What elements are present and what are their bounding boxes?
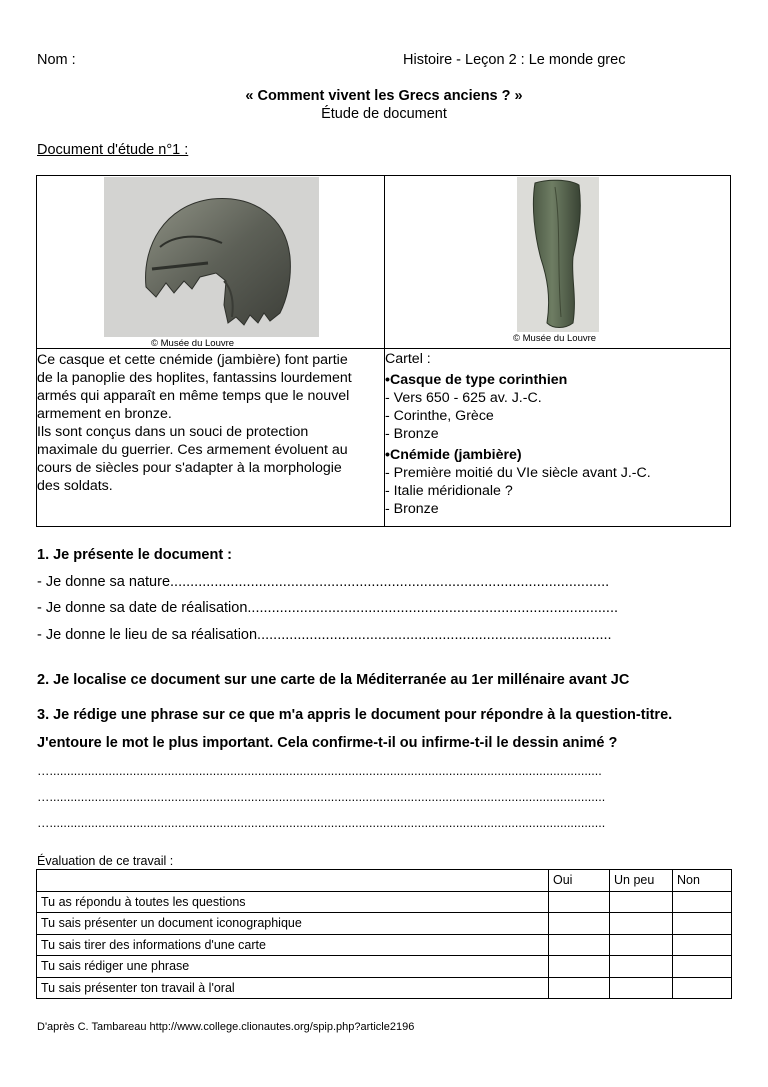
document-table <box>36 175 731 527</box>
table-row <box>37 870 732 892</box>
criterion-label: Tu sais tirer des informations d'une carte <box>37 934 549 956</box>
criterion-label: Tu sais rédiger une phrase <box>37 956 549 978</box>
criterion-label: Tu as répondu à toutes les questions <box>37 891 549 913</box>
document-description <box>37 351 383 495</box>
table-row <box>37 956 732 978</box>
cartel <box>385 350 731 518</box>
criterion-label: Tu sais présenter un document iconographique <box>37 913 549 935</box>
column-header-oui: Oui <box>549 870 610 892</box>
question-3-subtitle: J'entoure le mot le plus important. Cela confirme-t-il ou infirme-t-il le dessin animé ? <box>37 735 618 751</box>
page-title: « Comment vivent les Grecs anciens ? » <box>245 88 523 104</box>
cartel-item-detail: - Italie méridionale ? <box>385 483 513 499</box>
description-line: maximale du guerrier. Ces armement évoluent au <box>37 442 348 458</box>
cartel-item-detail: - Vers 650 - 625 av. J.-C. <box>385 390 542 406</box>
page-subtitle: Étude de document <box>321 106 447 122</box>
check-cell[interactable] <box>673 913 732 935</box>
greave-image <box>517 177 599 332</box>
cartel-item-title: •Cnémide (jambière) <box>385 447 522 463</box>
answer-line[interactable]: …............................................................................................................................................................... <box>37 764 602 778</box>
check-cell[interactable] <box>673 977 732 999</box>
question-1-place: - Je donne le lieu de sa réalisation........................................................................................ <box>37 627 612 643</box>
table-row <box>37 891 732 913</box>
lesson-title: Histoire - Leçon 2 : Le monde grec <box>403 52 626 68</box>
check-cell[interactable] <box>610 891 673 913</box>
cartel-label: Cartel : <box>385 351 431 367</box>
table-header-empty <box>37 870 549 892</box>
table-row <box>37 934 732 956</box>
check-cell[interactable] <box>673 891 732 913</box>
check-cell[interactable] <box>610 913 673 935</box>
criterion-label: Tu sais présenter ton travail à l'oral <box>37 977 549 999</box>
description-line: Ils sont conçus dans un souci de protection <box>37 424 309 440</box>
question-1-title: 1. Je présente le document : <box>37 547 233 563</box>
description-line: des soldats. <box>37 478 113 494</box>
evaluation-label: Évaluation de ce travail : <box>37 854 174 868</box>
cartel-item-detail: - Bronze <box>385 501 439 517</box>
check-cell[interactable] <box>610 956 673 978</box>
cartel-item-detail: - Première moitié du VIe siècle avant J.-C. <box>385 465 651 481</box>
cartel-item-detail: - Corinthe, Grèce <box>385 408 494 424</box>
helmet-caption: © Musée du Louvre <box>151 338 235 349</box>
cartel-item-title: •Casque de type corinthien <box>385 372 568 388</box>
helmet-image <box>104 177 319 337</box>
check-cell[interactable] <box>673 956 732 978</box>
evaluation-table <box>36 869 732 999</box>
description-line: de la panoplie des hoplites, fantassins lourdement <box>37 370 352 386</box>
check-cell[interactable] <box>549 977 610 999</box>
table-row <box>37 913 732 935</box>
check-cell[interactable] <box>549 913 610 935</box>
check-cell[interactable] <box>549 956 610 978</box>
answer-line[interactable]: …................................................................................................................................................................ <box>37 790 606 804</box>
check-cell[interactable] <box>549 891 610 913</box>
question-1-nature: - Je donne sa nature............................................................................................................. <box>37 574 610 590</box>
column-header-un-peu: Un peu <box>610 870 673 892</box>
answer-line[interactable]: …................................................................................................................................................................ <box>37 816 606 830</box>
greave-caption: © Musée du Louvre <box>513 333 597 344</box>
question-2-title: 2. Je localise ce document sur une carte de la Méditerranée au 1er millénaire avant JC <box>37 672 630 688</box>
name-label: Nom : <box>37 52 76 68</box>
description-line: armement en bronze. <box>37 406 172 422</box>
description-line: armés qui apparaît en même temps que le nouvel <box>37 388 350 404</box>
column-header-non: Non <box>673 870 732 892</box>
check-cell[interactable] <box>610 977 673 999</box>
description-line: Ce casque et cette cnémide (jambière) font partie <box>37 352 348 368</box>
check-cell[interactable] <box>673 934 732 956</box>
check-cell[interactable] <box>610 934 673 956</box>
question-3-title: 3. Je rédige une phrase sur ce que m'a appris le document pour répondre à la question-titre. <box>37 707 673 723</box>
cartel-item-detail: - Bronze <box>385 426 439 442</box>
description-line: cours de siècles pour s'adapter à la morphologie <box>37 460 342 476</box>
check-cell[interactable] <box>549 934 610 956</box>
footer-source: D'après C. Tambareau http://www.college.clionautes.org/spip.php?article2196 <box>37 1021 415 1033</box>
document-label: Document d'étude n°1 : <box>37 142 189 158</box>
table-row <box>37 977 732 999</box>
question-1-date: - Je donne sa date de réalisation............................................................................................ <box>37 600 619 616</box>
